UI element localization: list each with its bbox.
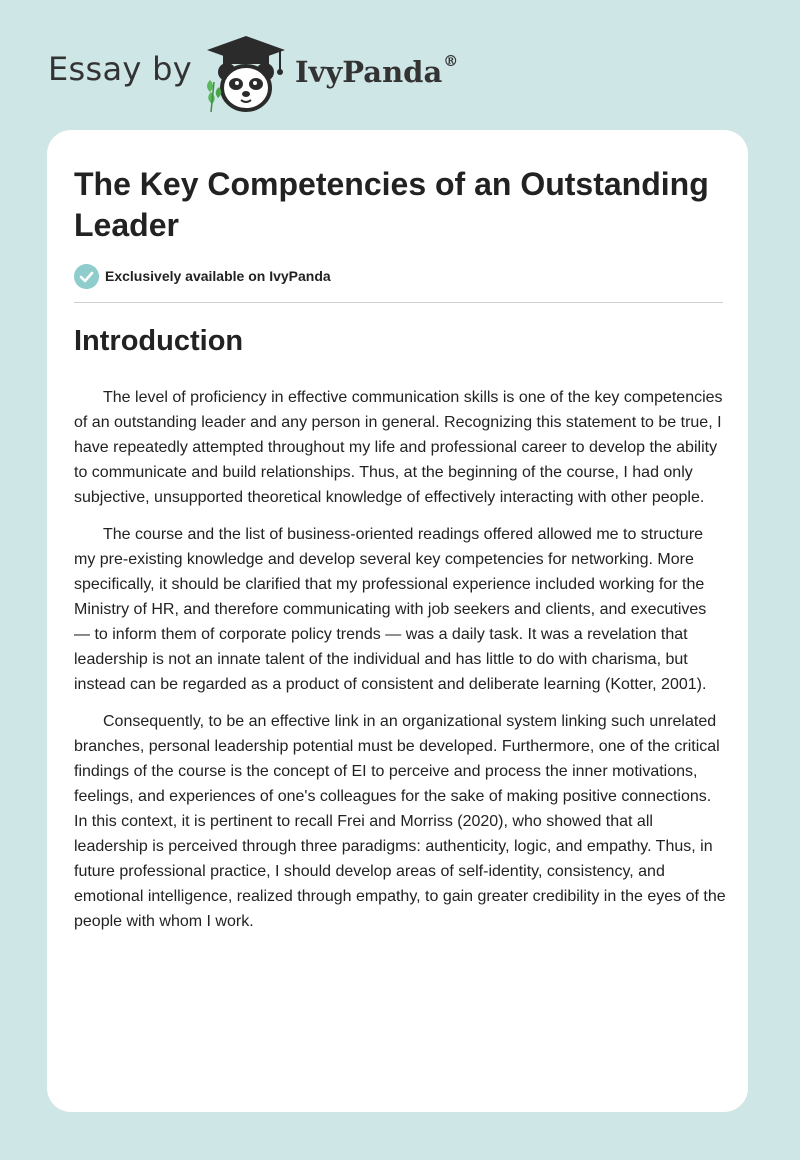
paragraph: The course and the list of business-oriented readings offered allowed me to structure my pre-existing knowledge and develop several key competencies for networking. More specifically, it should be clarified that my professional experience included working for the Ministry of HR, and therefore communicating with job seekers and clients, and executives — to inform them of corporate policy trends — was a daily task. It was a revelation that leadership is not an innate talent of the individual and has little to do with charisma, but instead can be regarded as a product of consistent and deliberate learning (Kotter, 2001). (74, 526, 707, 693)
site-header (48, 30, 508, 114)
check-circle-icon (74, 264, 99, 289)
essay-title: The Key Competencies of an Outstanding Leader (74, 166, 709, 243)
brand-name[interactable]: IvyPanda® (295, 52, 459, 89)
exclusive-badge-label: Exclusively available on IvyPanda (105, 268, 331, 284)
registered-mark: ® (443, 52, 459, 70)
panda-graduate-logo-icon[interactable] (200, 34, 292, 114)
paragraph: Consequently, to be an effective link in an organizational system linking such unrelated branches, personal leadership potential must be developed. Furthermore, one of the critical findings of the course is the concept of EI to perceive and process the inner motivations, feelings, and experiences of one's colleagues for the sake of making positive connections. In this context, it is pertinent to recall Frei and Morriss (2020), who showed that all leadership is perceived through three paradigms: authenticity, logic, and empathy. Thus, in future professional practice, I should develop areas of self-identity, consistency, and emotional intelligence, realized through empathy, to gain greater credibility in the eyes of the people with whom I work. (74, 713, 726, 930)
essay-by-label: Essay by (48, 50, 192, 88)
essay-body (74, 385, 726, 946)
essay-card (47, 130, 748, 1112)
section-heading: Introduction (74, 325, 244, 357)
exclusive-badge (74, 263, 331, 289)
title-divider (74, 302, 723, 303)
paragraph: The level of proficiency in effective communication skills is one of the key competencies of an outstanding leader and any person in general. Recognizing this statement to be true, I have repeatedly attempted throughout my life and professional career to develop the ability to communicate and build relationships. Thus, at the beginning of the course, I had only subjective, unsupported theoretical knowledge of effectively interacting with other people. (74, 389, 723, 506)
